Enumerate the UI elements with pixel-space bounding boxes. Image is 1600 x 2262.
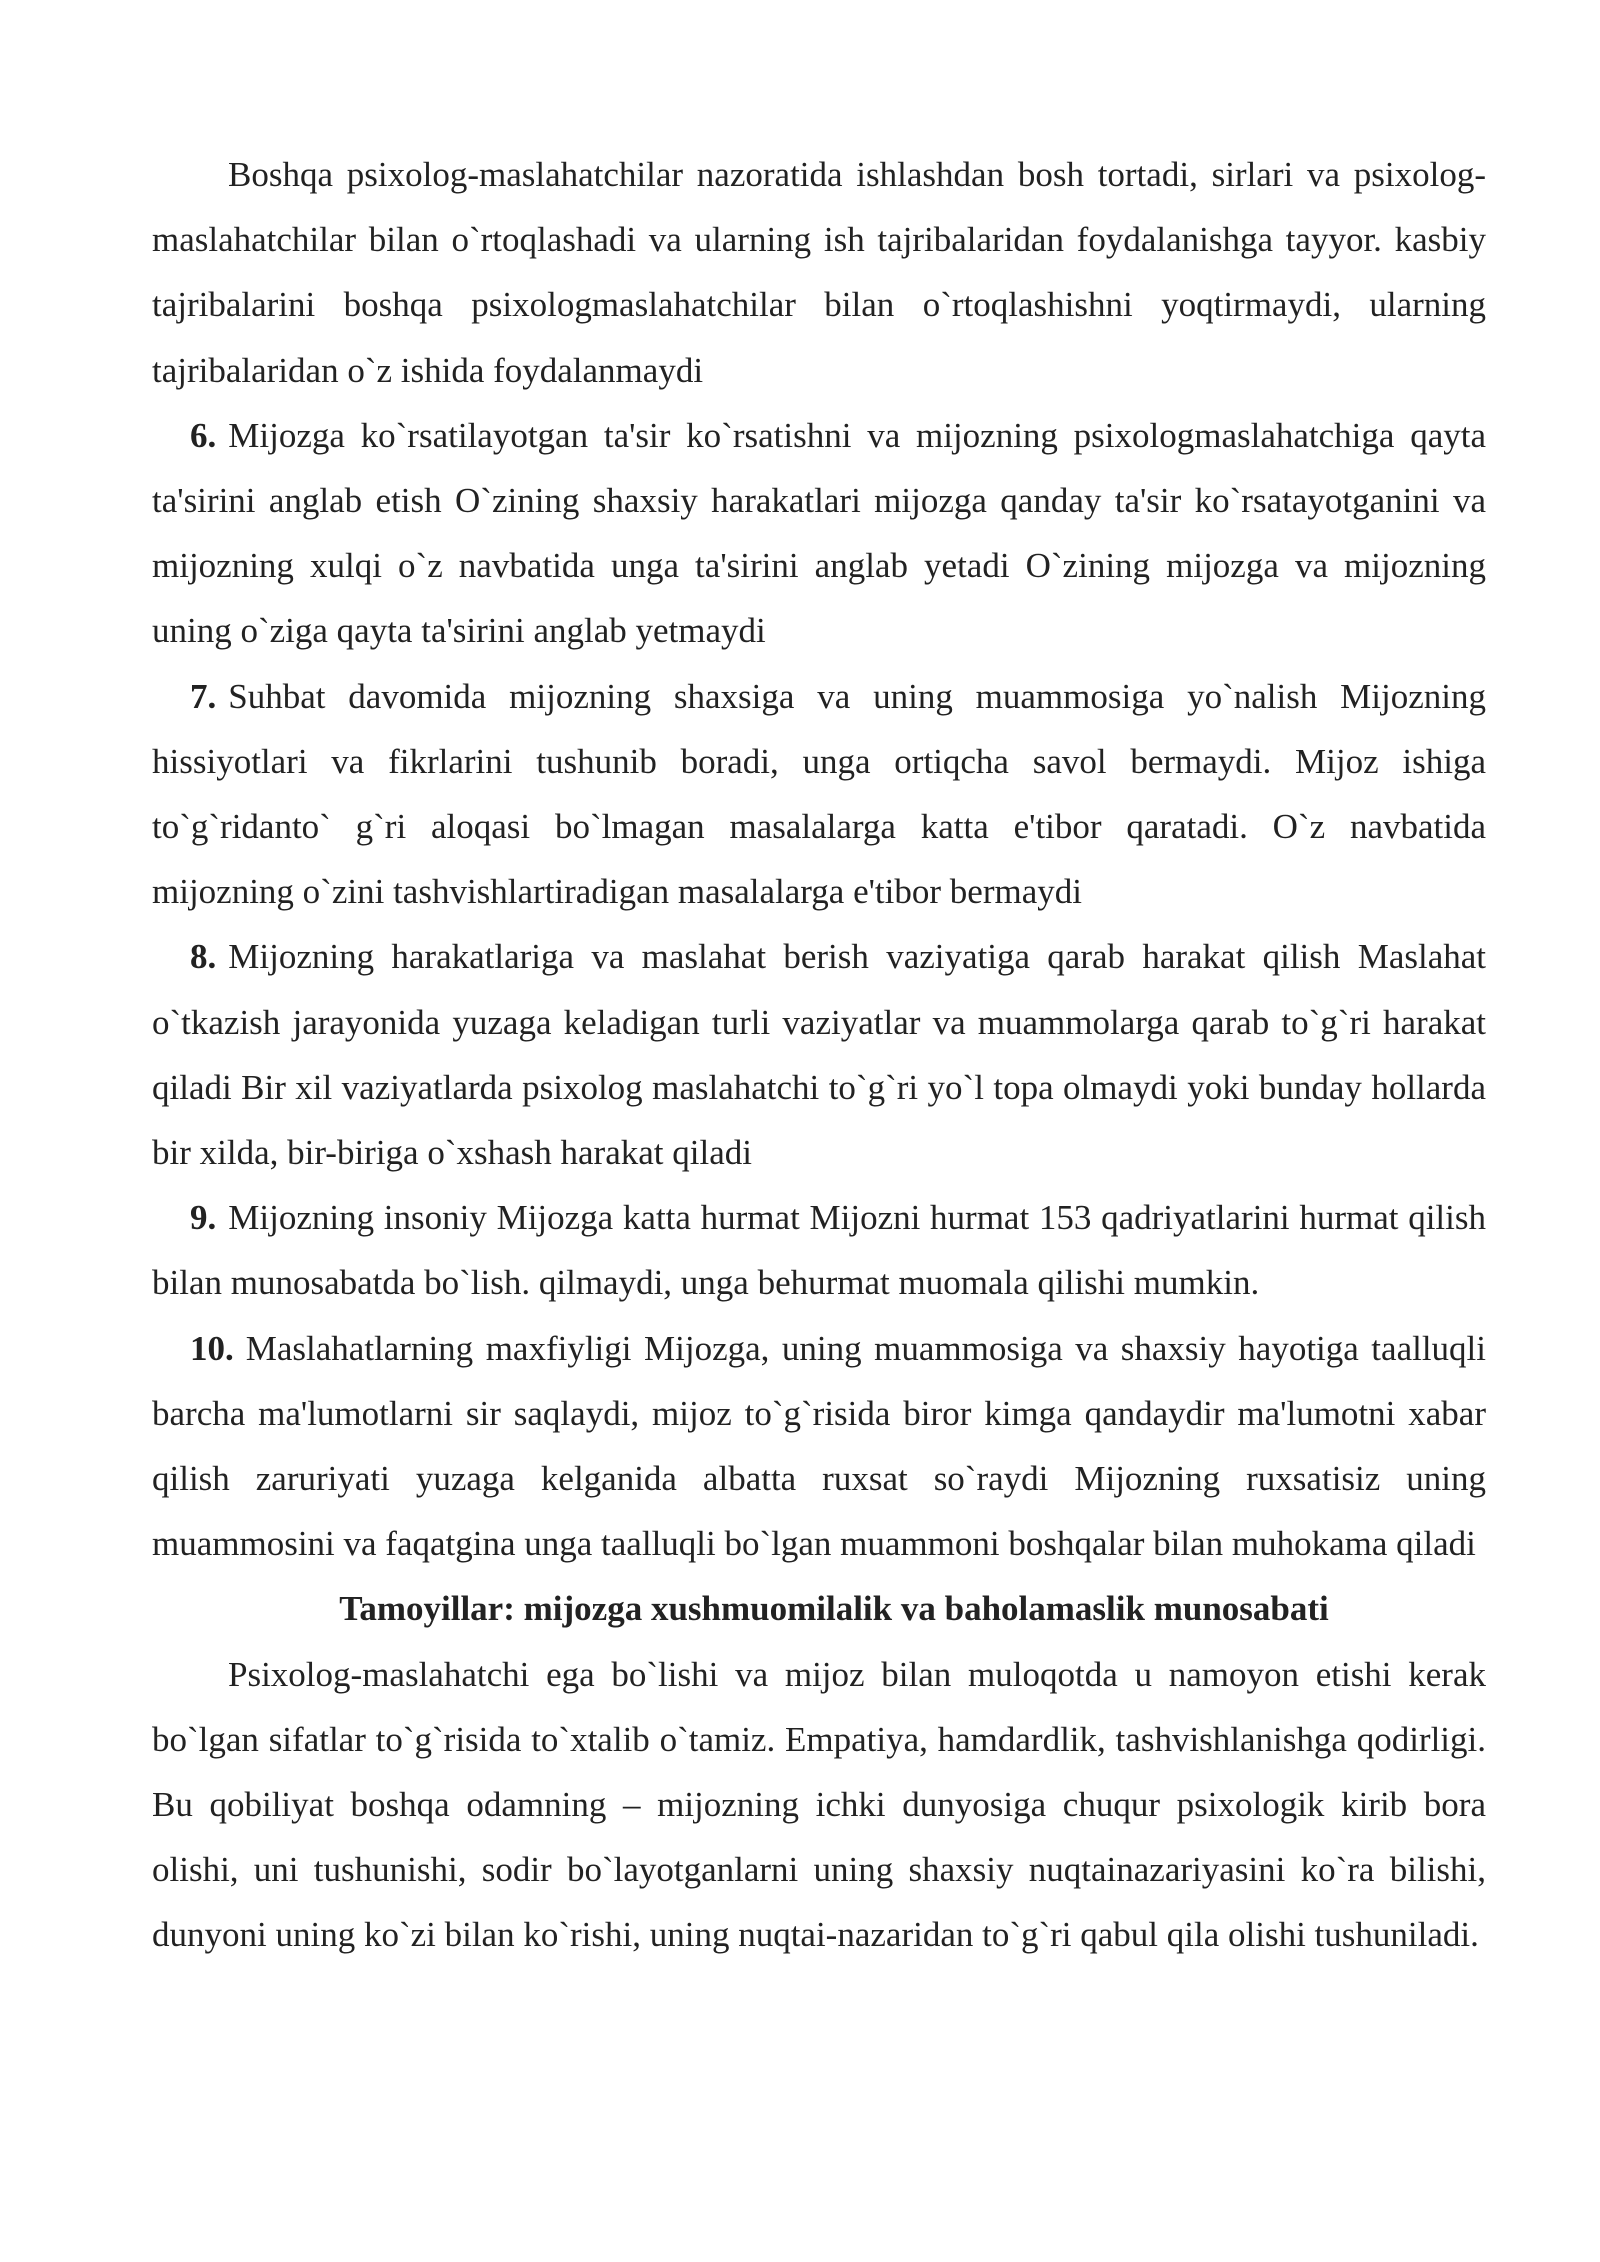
item-text: Mijozning harakatlariga va maslahat berish vaziyatiga qarab harakat qilish Maslahat o`tkazish jarayonida yuzaga keladigan turli vaziyatlar va muammolarga qarab to`g`ri harakat qiladi Bir xil vaziyatlarda psixolog maslahatchi to`g`ri yo`l topa olmaydi yoki bunday hollarda bir xilda, bir-biriga o`xshash harakat qiladi	[152, 937, 1486, 1173]
item-number: 8.	[190, 937, 217, 977]
list-item-7	[152, 664, 1486, 925]
item-number: 7.	[190, 676, 217, 716]
item-number: 10.	[190, 1328, 234, 1368]
document-page	[152, 142, 1486, 1968]
item-number: 6.	[190, 415, 217, 455]
section-heading: Tamoyillar: mijozga xushmuomilalik va baholamaslik munosabati	[339, 1589, 1329, 1629]
item-text: Mijozning insoniy Mijozga katta hurmat Mijozni hurmat 153 qadriyatlarini hurmat qilish bilan munosabatda bo`lish. qilmaydi, unga behurmat muomala qilishi mumkin.	[152, 1198, 1486, 1303]
list-item-9	[152, 1185, 1486, 1315]
intro-paragraph: Boshqa psixolog-maslahatchilar nazoratida ishlashdan bosh tortadi, sirlari va psixolog-maslahatchilar bilan o`rtoqlashadi va ularning ish tajribalaridan foydalanishga tayyor. kasbiy tajribalarini boshqa psixologmaslahatchilar bilan o`rtoqlashishni yoqtirmaydi, ularning tajribalaridan o`z ishida foydalanmaydi	[152, 155, 1486, 390]
closing-paragraph: Psixolog-maslahatchi ega bo`lishi va mijoz bilan muloqotda u namoyon etishi kerak bo`lgan sifatlar to`g`risida to`xtalib o`tamiz. Empatiya, hamdardlik, tashvishlanishga qodirligi. Bu qobiliyat boshqa odamning – mijozning ichki dunyosiga chuqur psixologik kirib bora olishi, uni tushunishi, sodir bo`layotganlarni uning shaxsiy nuqtainazariyasini ko`ra bilishi, dunyoni uning ko`zi bilan ko`rishi, uning nuqtai-nazaridan to`g`ri qabul qila olishi tushuniladi.	[152, 1654, 1486, 1955]
item-text: Suhbat davomida mijozning shaxsiga va uning muammosiga yo`nalish Mijozning hissiyotlari va fikrlarini tushunib boradi, unga ortiqcha savol bermaydi. Mijoz ishiga to`g`ridanto` g`ri aloqasi bo`lmagan masalalarga katta e'tibor qaratadi. O`z navbatida mijozning o`zini tashvishlartiradigan masalalarga e'tibor bermaydi	[152, 676, 1486, 912]
item-number: 9.	[190, 1198, 217, 1238]
list-item-8	[152, 924, 1486, 1185]
item-text: Maslahatlarning maxfiyligi Mijozga, uning muammosiga va shaxsiy hayotiga taalluqli barcha ma'lumotlarni sir saqlaydi, mijoz to`g`risida biror kimga qandaydir ma'lumotni xabar qilish zaruriyati yuzaga kelganida albatta ruxsat so`raydi Mijozning ruxsatisiz uning muammosini va faqatgina unga taalluqli bo`lgan muammoni boshqalar bilan muhokama qiladi	[152, 1328, 1486, 1564]
list-item-6	[152, 403, 1486, 664]
item-text: Mijozga ko`rsatilayotgan ta'sir ko`rsatishni va mijozning psixologmaslahatchiga qayta ta'sirini anglab etish O`zining shaxsiy harakatlari mijozga qanday ta'sir ko`rsatayotganini va mijozning xulqi o`z navbatida unga ta'sirini anglab yetadi O`zining mijozga va mijozning uning o`ziga qayta ta'sirini anglab yetmaydi	[152, 415, 1486, 651]
list-item-10	[152, 1316, 1486, 1577]
